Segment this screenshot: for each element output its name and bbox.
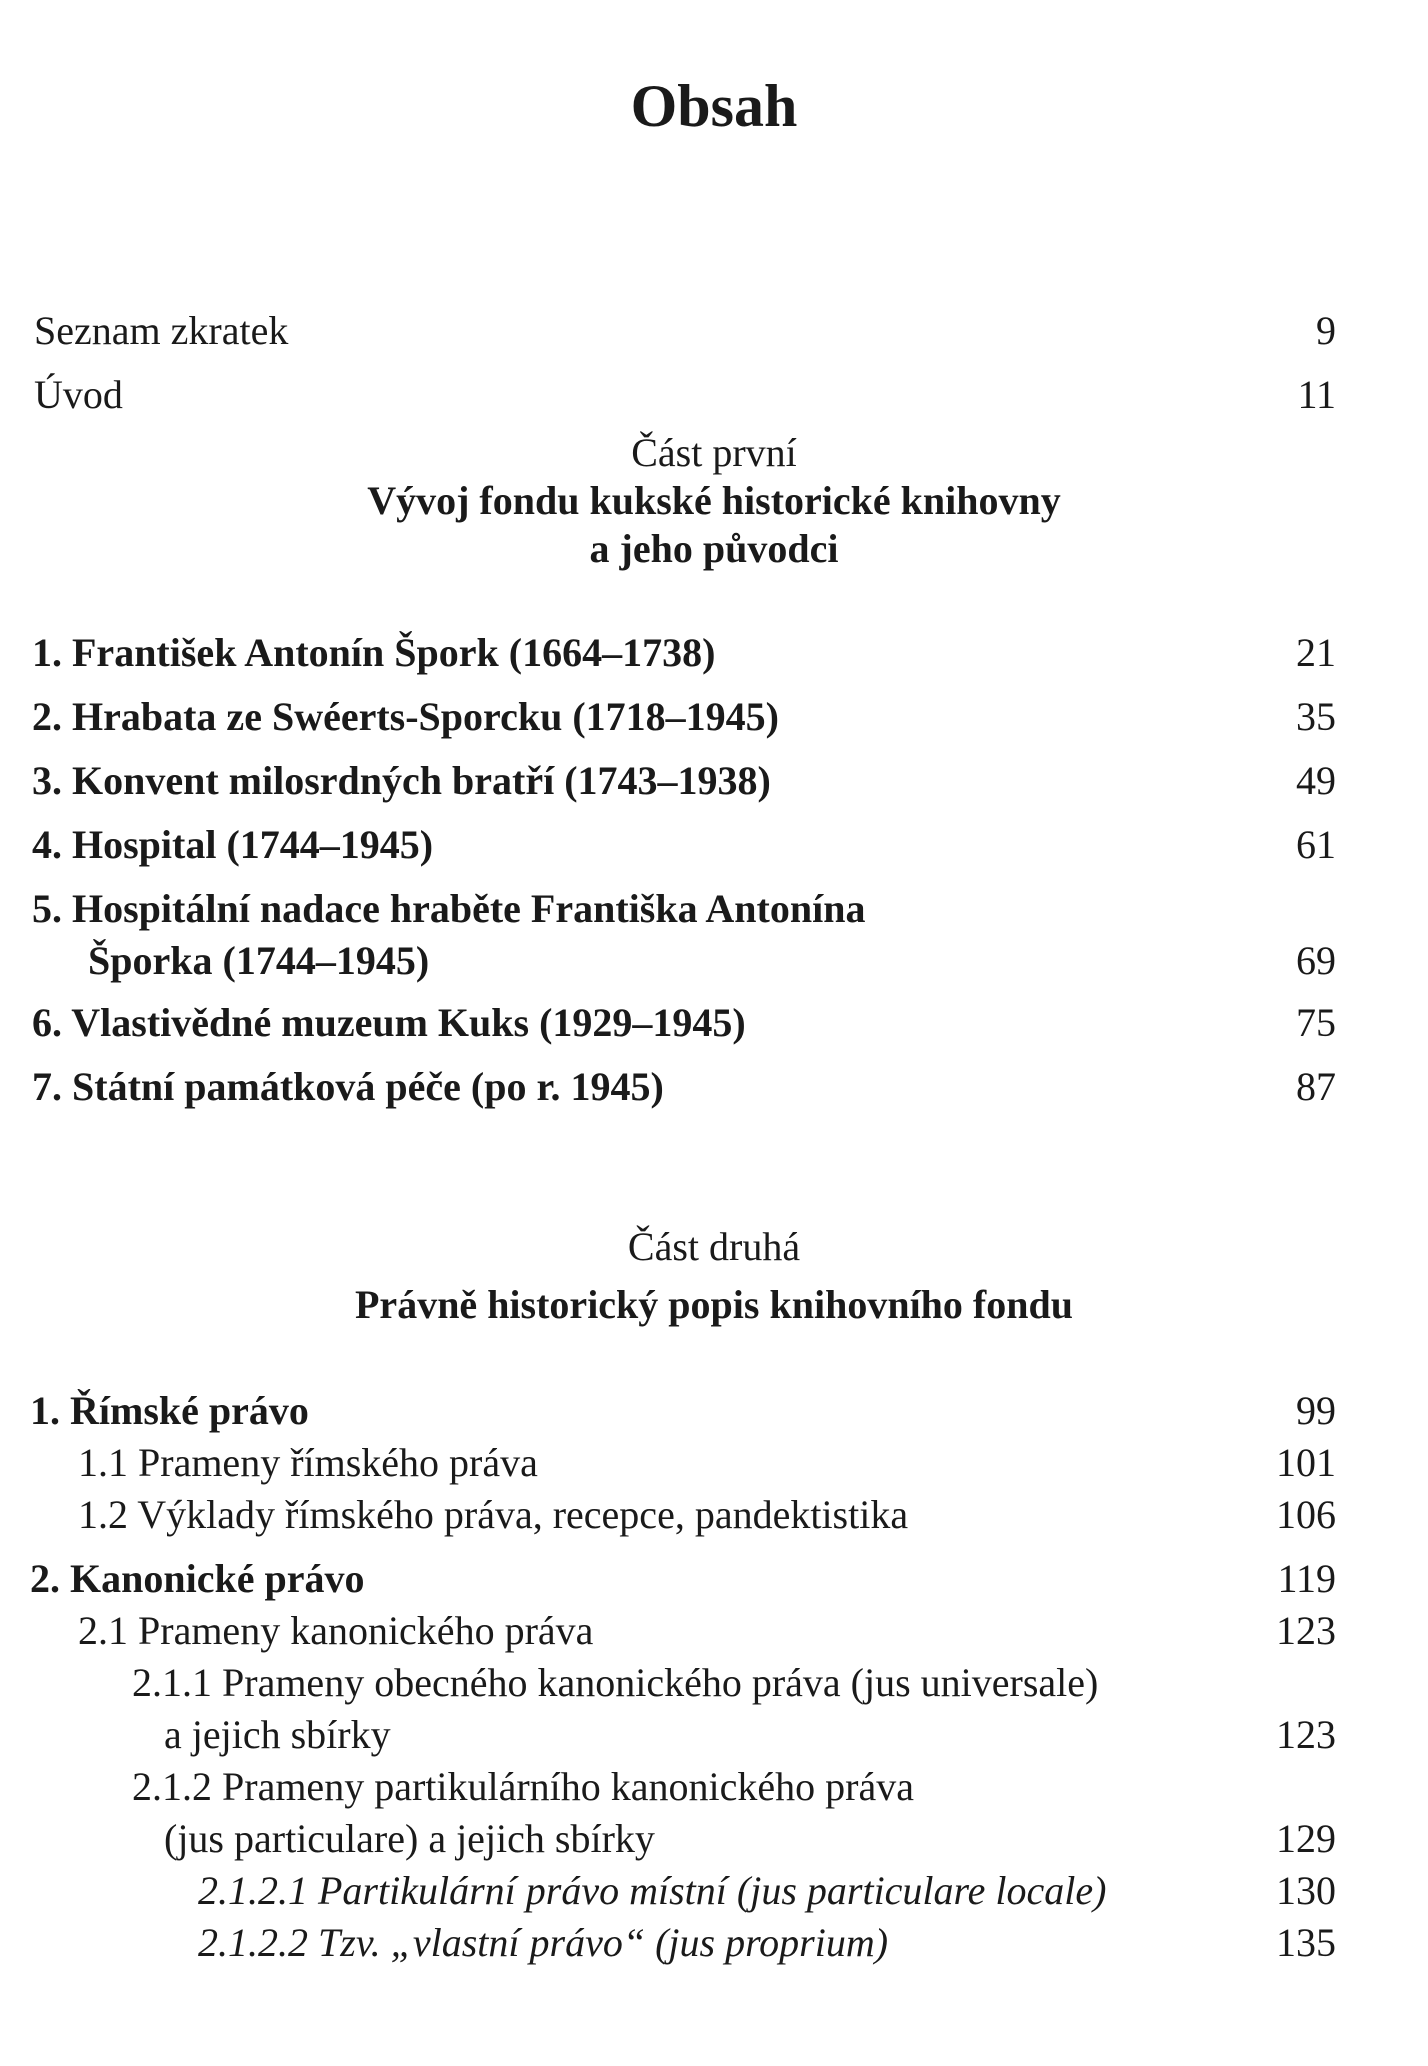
toc-entry-page: 99: [1296, 1388, 1336, 1433]
toc-entry-label: Úvod: [34, 372, 123, 417]
toc-entry-page: 69: [1296, 938, 1336, 983]
toc-entry-page: 123: [1276, 1712, 1336, 1757]
toc-entry-label: a jejich sbírky: [164, 1712, 391, 1757]
toc-entry-label: 6. Vlastivědné muzeum Kuks (1929–1945): [32, 1000, 746, 1045]
toc-entry-page: 87: [1296, 1064, 1336, 1109]
toc-entry-page: 75: [1296, 1000, 1336, 1045]
toc-entry-page: 11: [1297, 372, 1336, 417]
toc-entry-page: 106: [1276, 1492, 1336, 1537]
toc-entry-page: 123: [1276, 1608, 1336, 1653]
toc-entry-label: 5. Hospitální nadace hraběte Františka Antonína: [32, 886, 866, 931]
toc-entry-label: 1.2 Výklady římského práva, recepce, pandektistika: [78, 1492, 909, 1537]
toc-entry-page: 61: [1296, 822, 1336, 867]
toc-entry-label: 2.1.2 Prameny partikulárního kanonického práva: [132, 1764, 914, 1809]
toc-entry-label: (jus particulare) a jejich sbírky: [164, 1816, 655, 1861]
toc-entry-label: 1. František Antonín Špork (1664–1738): [32, 630, 716, 675]
toc-entry-page: 129: [1276, 1816, 1336, 1861]
toc-entry-page: 119: [1277, 1556, 1336, 1601]
toc-entry-page: 135: [1276, 1920, 1336, 1965]
toc-entry-label: 4. Hospital (1744–1945): [32, 822, 434, 867]
toc-entry-label: 3. Konvent milosrdných bratří (1743–1938): [32, 758, 771, 803]
toc-entry-label: 7. Státní památková péče (po r. 1945): [32, 1064, 664, 1109]
toc-entry-label: Šporka (1744–1945): [88, 938, 430, 983]
part-two-label: Část druhá: [627, 1224, 801, 1269]
toc-entry-page: 49: [1296, 758, 1336, 803]
toc-entry-label: 2.1 Prameny kanonického práva: [78, 1608, 594, 1653]
toc-entry-label: 2.1.1 Prameny obecného kanonického práva (jus universale): [132, 1660, 1099, 1705]
toc-entry-label: 2.1.2.1 Partikulární právo místní (jus particulare locale): [198, 1868, 1107, 1913]
toc-entry-label: 2. Kanonické právo: [30, 1556, 365, 1601]
part-one-heading: Vývoj fondu kukské historické knihovny: [367, 478, 1061, 523]
toc-entry-label: 2.1.2.2 Tzv. „vlastní právo“ (jus proprium): [198, 1920, 889, 1965]
toc-entry-page: 21: [1296, 630, 1336, 675]
toc-entry-label: 1. Římské právo: [30, 1388, 309, 1433]
toc-entry-label: 1.1 Prameny římského práva: [78, 1440, 538, 1485]
toc-entry-page: 101: [1276, 1440, 1336, 1485]
toc-entry-page: 35: [1296, 694, 1336, 739]
part-one-label: Část první: [631, 430, 797, 475]
part-one-heading-cont: a jeho původci: [589, 526, 839, 571]
part-two-heading: Právně historický popis knihovního fondu: [355, 1282, 1073, 1327]
page-title: Obsah: [630, 73, 798, 139]
toc-entry-label: Seznam zkratek: [34, 308, 289, 353]
toc-entry-page: 130: [1276, 1868, 1336, 1913]
toc-entry-page: 9: [1316, 308, 1336, 353]
toc-entry-label: 2. Hrabata ze Swéerts-Sporcku (1718–1945): [32, 694, 779, 739]
